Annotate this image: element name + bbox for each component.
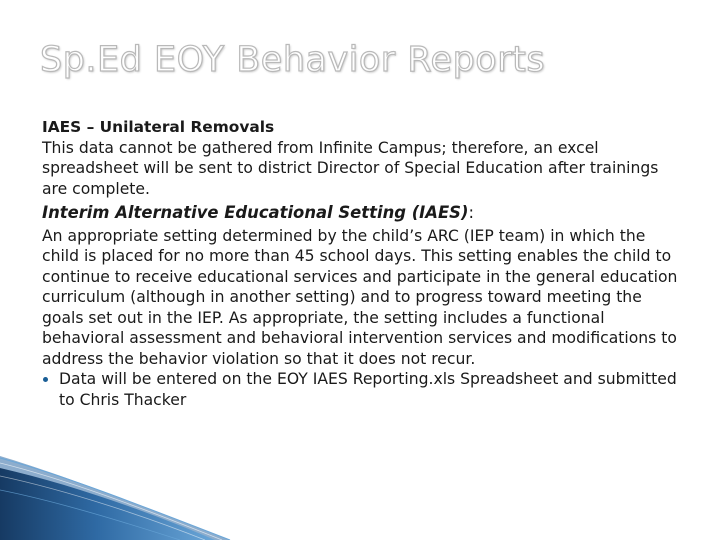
definition-term: Interim Alternative Educational Setting (IAES) (42, 203, 469, 222)
slide-title: Sp.Ed EOY Behavior Reports (40, 40, 546, 80)
paragraph-definition: An appropriate setting determined by the child’s ARC (IEP team) in which the child is placed for no more than 45 school days. This setting enables the child to continue to receive educational services and participate in the general education curriculum (although in another setting) and to progress toward meeting the goals set out in the IEP. As appropriate, the setting includes a functional behavioral assessment and behavioral intervention services and modifications to address the behavior violation so that it does not recur. (42, 226, 678, 368)
definition-colon: : (468, 203, 474, 222)
bullet-text: Data will be entered on the EOY IAES Reporting.xls Spreadsheet and submitted to Chris Thacker (59, 370, 677, 409)
section-heading-iaes-removals: IAES – Unilateral Removals (42, 118, 275, 136)
paragraph-data-source: This data cannot be gathered from Infinite Campus; therefore, an excel spreadsheet will be sent to district Director of Special Education after trainings are complete. (42, 138, 659, 198)
wave-band-front (0, 468, 215, 540)
